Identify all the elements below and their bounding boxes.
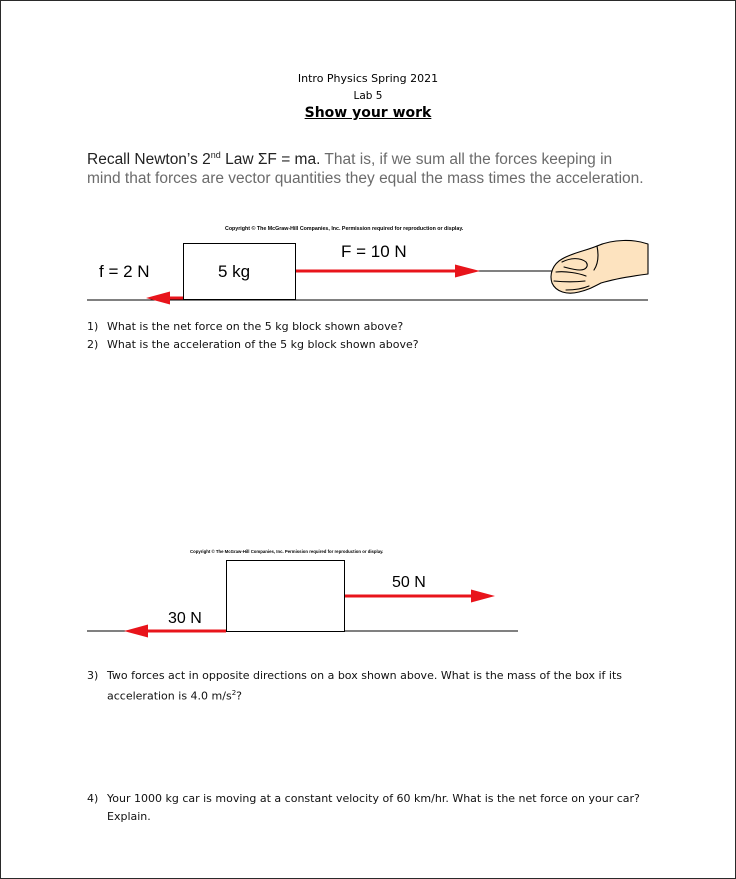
question-1 <box>87 318 647 335</box>
question-2-text: What is the acceleration of the 5 kg block shown above? <box>107 338 419 351</box>
question-1-number: 1) <box>87 320 99 333</box>
course-title: Intro Physics Spring 2021 <box>297 72 439 85</box>
question-3-line2-post: ? <box>236 689 242 703</box>
question-3 <box>87 667 687 703</box>
force-30n-label: 30 N <box>168 610 202 627</box>
force-50n-label: 50 N <box>392 574 426 591</box>
box-figure2 <box>226 560 345 632</box>
question-3-line1: Two forces act in opposite directions on a box shown above. What is the mass of the box if its <box>107 669 623 682</box>
question-1-text: What is the net force on the 5 kg block shown above? <box>107 320 404 333</box>
intro-part1: Recall Newton’s 2 <box>87 151 211 169</box>
mass-label: 5 kg <box>218 262 251 281</box>
friction-label: f = 2 N <box>99 262 150 281</box>
intro-sup: nd <box>210 150 221 160</box>
hand-icon <box>551 240 648 293</box>
figure2-copyright: Copyright © The McGraw-Hill Companies, Inc. Permission required for reproduction or display. <box>190 549 384 554</box>
question-3-line2-sup: 2 <box>231 689 237 697</box>
figure1-copyright: Copyright © The McGraw-Hill Companies, Inc. Permission required for reproduction or display. <box>225 226 464 232</box>
question-4-number: 4) <box>87 792 99 805</box>
intro-part2: Law ΣF = ma. <box>220 151 321 169</box>
question-4-line2: Explain. <box>107 810 151 823</box>
applied-force-label: F = 10 N <box>341 242 407 261</box>
question-3-line2 <box>107 685 242 705</box>
show-work-heading: Show your work <box>304 105 432 121</box>
question-3-line2-pre: acceleration is 4.0 m/s <box>107 689 232 703</box>
intro-part3: That is, if we sum all the forces keeping in mind that forces are vector quantities they equal the mass times the acceleration. <box>87 151 644 188</box>
question-4 <box>87 790 707 826</box>
arrow-50n-head <box>471 590 495 603</box>
question-3-number: 3) <box>87 669 99 682</box>
lab-number: Lab 5 <box>353 90 383 102</box>
force-arrow-head <box>455 265 480 278</box>
arrow-30n-head <box>124 625 148 638</box>
question-2-number: 2) <box>87 338 99 351</box>
question-2 <box>87 336 647 353</box>
question-4-line1: Your 1000 kg car is moving at a constant velocity of 60 km/hr. What is the net force on your car? <box>107 792 640 805</box>
friction-arrow-head <box>146 292 170 305</box>
